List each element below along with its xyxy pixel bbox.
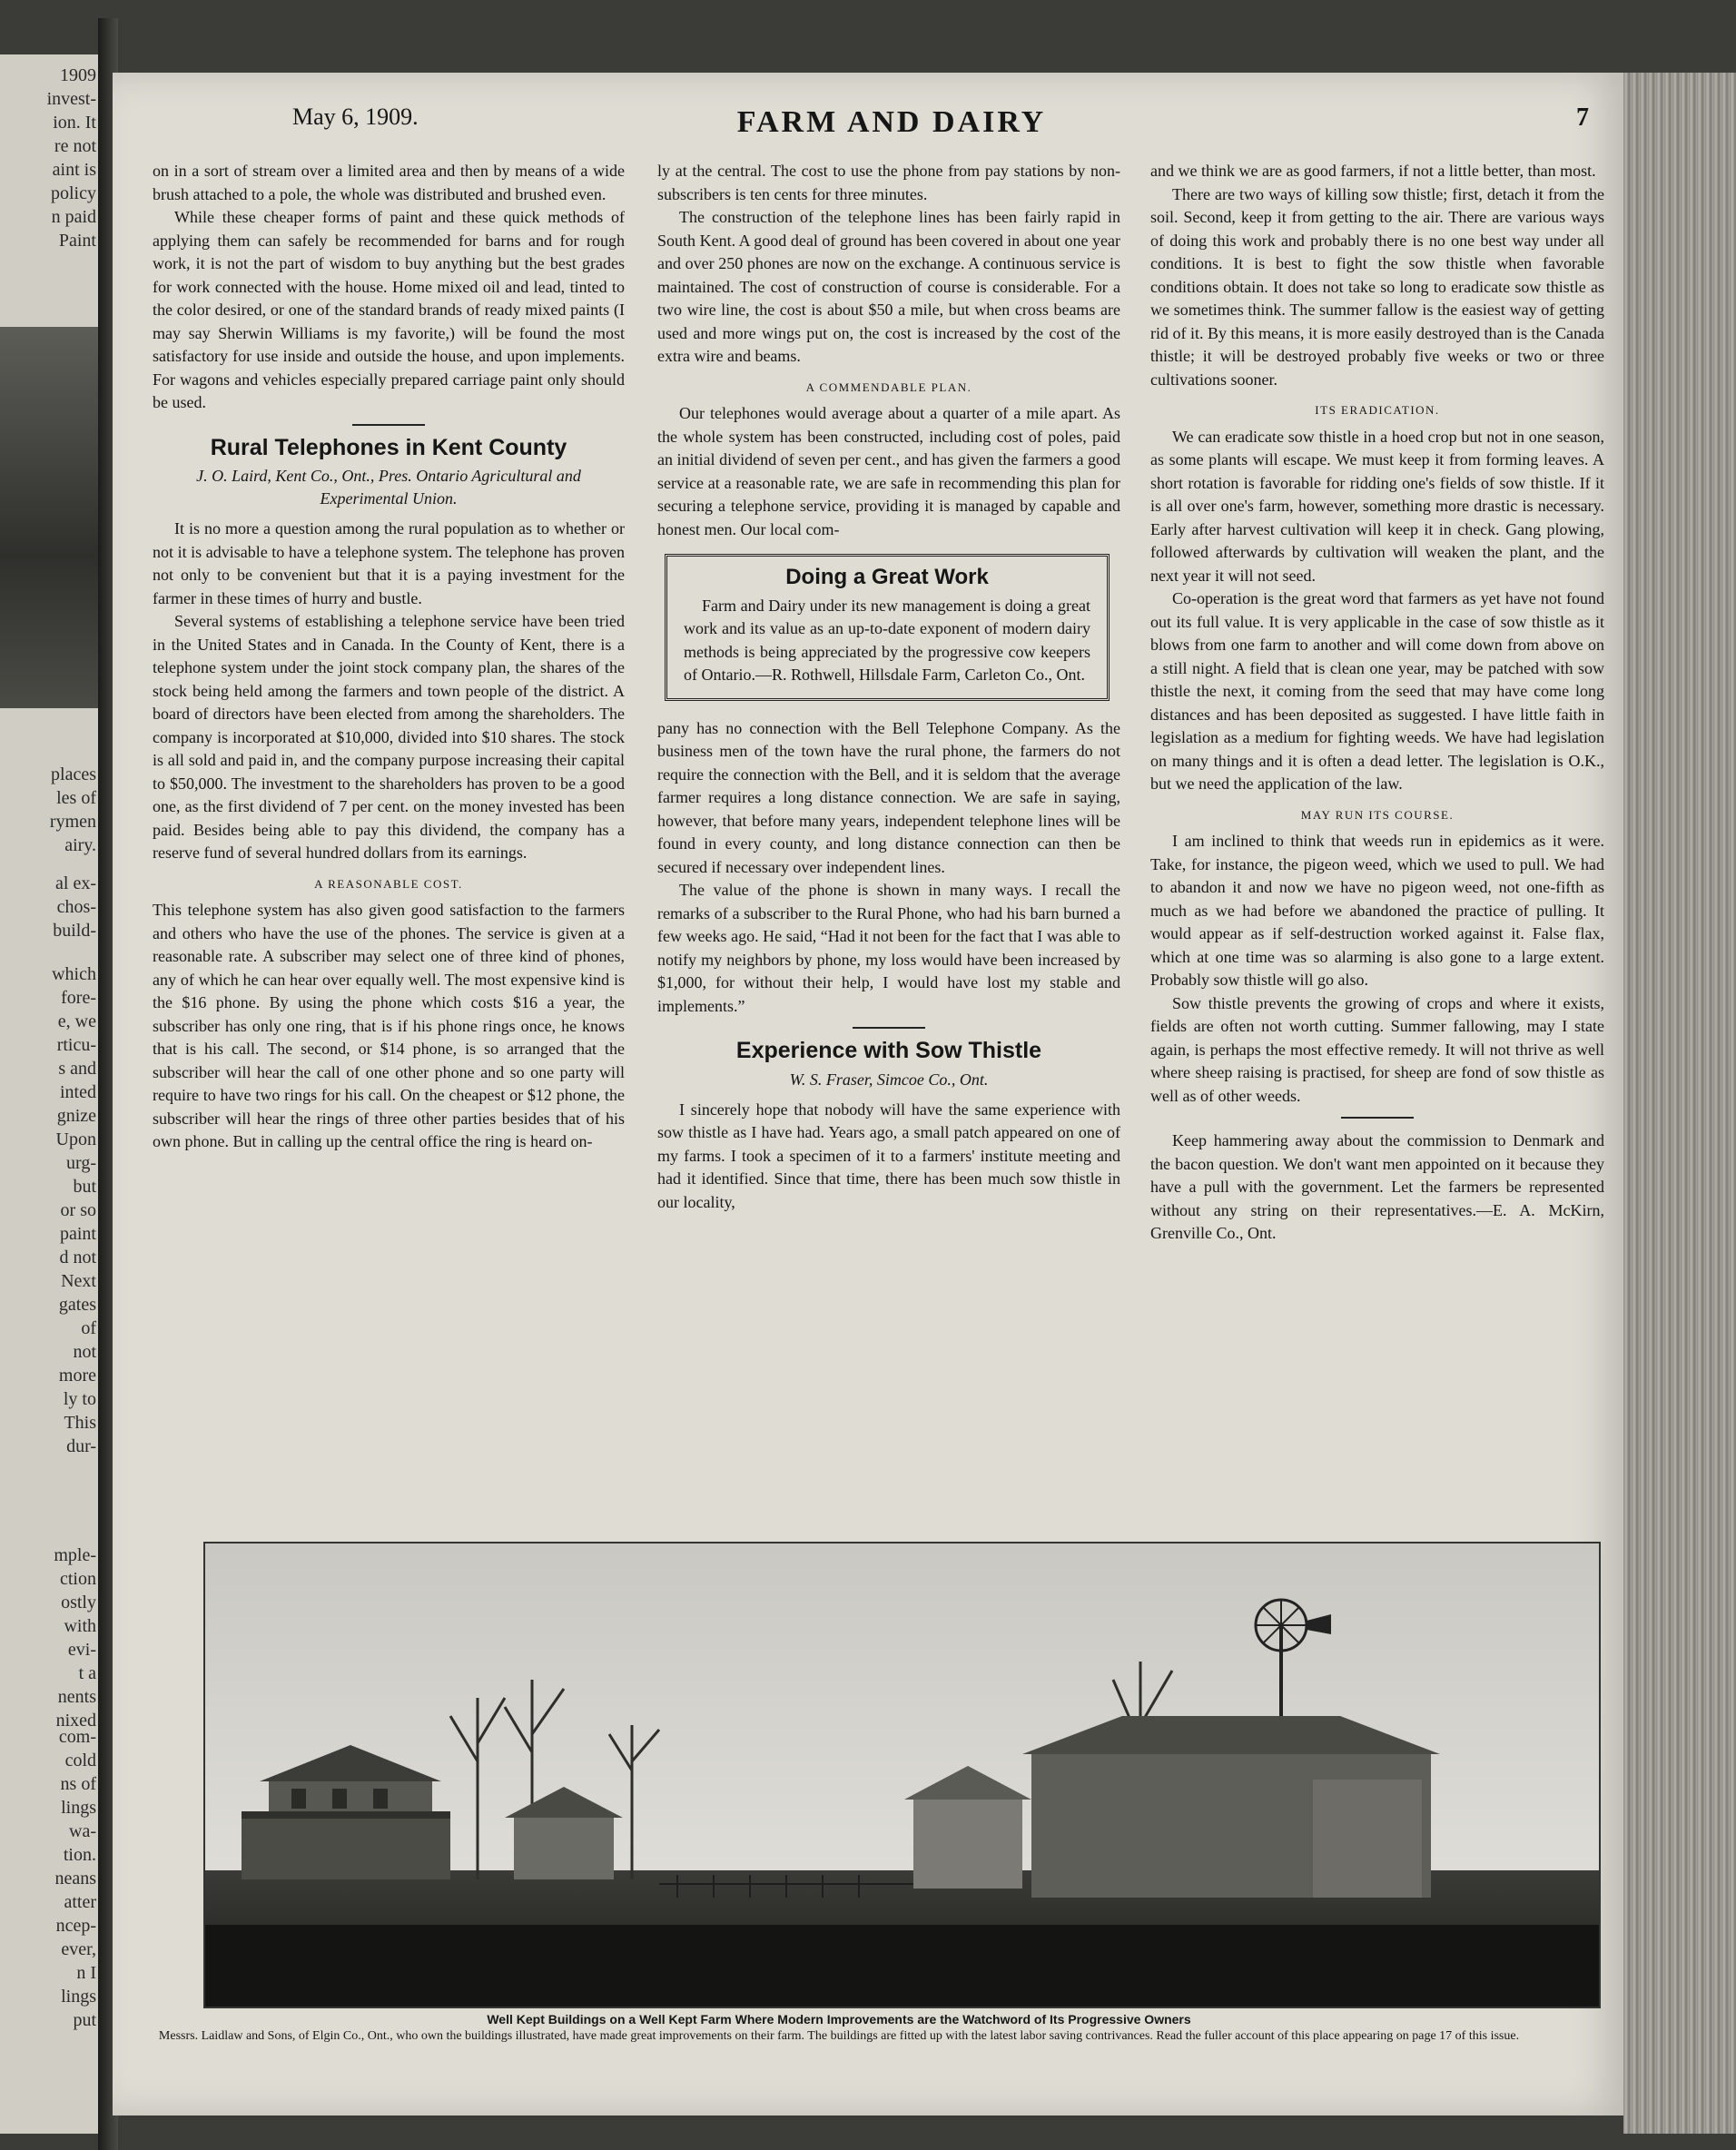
facing-page-text-fragment: Upon bbox=[55, 1129, 96, 1149]
facing-page-text-fragment: mple- bbox=[54, 1545, 96, 1565]
facing-page-text-fragment: invest- bbox=[46, 89, 96, 109]
facing-page-text-fragment: fore- bbox=[61, 988, 96, 1008]
boxed-testimonial bbox=[665, 554, 1110, 701]
facing-page-text-fragment: re not bbox=[54, 136, 96, 156]
facing-page-text-fragment: but bbox=[73, 1177, 96, 1197]
facing-page-text-fragment: more bbox=[58, 1366, 96, 1386]
issue-date: May 6, 1909. bbox=[292, 104, 419, 130]
paragraph: pany has no connection with the Bell Telephone Company. As the business men of the town have the rural phone, the farmers do not require the connection with the Bell, and it is seldom that the average farmer requires a long distance connection. We are safe in saying, however, that before many years, independent telephone lines will be found in every county, and long distance connection can then be secured if necessary over independent lines. bbox=[657, 718, 1120, 876]
divider bbox=[352, 424, 425, 426]
paragraph: There are two ways of killing sow thistle; first, detach it from the soil. Second, keep it from getting to the air. There are various ways of doing this work and probably there is no one best way under all conditions. It is best to fight the sow thistle when favorable conditions obtain. It does not take so long to eradicate sow thistle as we sometimes think. The summer fallow is the easiest way of getting rid of it. By this means, it is more easily destroyed than is the Canada thistle; it will be destroyed probably five weeks or two or three cultivations sooner. bbox=[1150, 184, 1604, 389]
facing-page-text-fragment: ncep- bbox=[55, 1916, 96, 1936]
column-2 bbox=[657, 160, 1120, 1214]
facing-page-text-fragment: gates bbox=[58, 1295, 96, 1315]
facing-page-text-fragment: build- bbox=[53, 921, 96, 941]
stacked-page-edges bbox=[1623, 73, 1736, 2134]
subheading: ITS ERADICATION. bbox=[1315, 403, 1440, 417]
facing-page-text-fragment: s and bbox=[58, 1059, 96, 1079]
farm-buildings-photo bbox=[203, 1542, 1601, 2008]
facing-page-text-fragment: lings bbox=[61, 1987, 96, 2007]
caption-title: Well Kept Buildings on a Well Kept Farm Where Modern Improvements are the Watchword of Its Progressive Owners bbox=[487, 2012, 1191, 2027]
facing-page-text-fragment: lings bbox=[61, 1798, 96, 1818]
facing-page-text-fragment: which bbox=[52, 964, 96, 984]
facing-page-text-fragment: n I bbox=[76, 1963, 96, 1983]
facing-page-text-fragment: n paid bbox=[51, 207, 96, 227]
facing-page-text-fragment: evi- bbox=[67, 1640, 96, 1660]
subheading: A REASONABLE COST. bbox=[314, 876, 463, 891]
facing-page-text-fragment: d not bbox=[59, 1248, 96, 1267]
facing-page-text-fragment: Paint bbox=[58, 231, 96, 251]
facing-page-text-fragment: ever, bbox=[61, 1939, 96, 1959]
facing-page-text-fragment: chos- bbox=[56, 897, 96, 917]
article-title-rural-telephones: Rural Telephones in Kent County bbox=[210, 434, 567, 460]
newspaper-page bbox=[113, 73, 1623, 2115]
page-number: 7 bbox=[1576, 104, 1589, 132]
paragraph: and we think we are as good farmers, if not a little better, than most. bbox=[1150, 162, 1596, 180]
facing-page-text-fragment: airy. bbox=[64, 835, 96, 855]
paragraph: While these cheaper forms of paint and these quick methods of applying them can safely be recommended for barns and for rough work, it is not the part of wisdom to buy anything but the best grades for work connected with the house. Home mixed oil and lead, tinted to the color desired, or one of the standard brands of ready mixed paints (I may say Sherwin Williams is my favorite,) will be found the most satisfactory for use inside and outside the house, and upon implements. For wagons and vehicles especially prepared carriage paint only should be used. bbox=[153, 208, 625, 411]
paragraph: This telephone system has also given good satisfaction to the farmers and others who have the use of the phones. The service is given at a reasonable rate. A subscriber may select one of three kind of phones, any of which he can hear over equally well. The most expensive kind is the $16 phone. By using the phone which costs $16 a year, the subscriber has only one ring, that is if his phone rings once, he knows that is his call. The second, or $14 phone, is so arranged that the subscriber will hear the call of one other phone and so one party will require to have two rings for his call. On the cheapest or $12 phone, the subscriber will hear the rings of three other parties besides that of his own phone. But in calling up the central office the ring is heard on- bbox=[153, 901, 625, 1150]
facing-page-text-fragment: ly to bbox=[63, 1389, 96, 1409]
facing-page-text-fragment: places bbox=[51, 764, 96, 784]
paragraph: on in a sort of stream over a limited area and then by means of a wide brush attached to a pole, the whole was distributed and brushed even. bbox=[153, 162, 625, 203]
page-header bbox=[183, 104, 1600, 149]
caption-text: Messrs. Laidlaw and Sons, of Elgin Co., Ont., who own the buildings illustrated, have made great improvements on their farm. The buildings are fitted up with the latest labor saving contrivances. Read the fuller account of this place appearing on page 17 of this issue. bbox=[158, 2029, 1520, 2043]
paragraph: Keep hammering away about the commission to Denmark and the bacon question. We don't want men appointed on it because they have a pull with the government. Let the farmers be represented without any string on their representatives.—E. A. McKirn, Grenville Co., Ont. bbox=[1150, 1131, 1604, 1242]
divider bbox=[1341, 1117, 1414, 1119]
paragraph: The construction of the telephone lines has been fairly rapid in South Kent. A good deal of ground has been covered in about one year and over 250 phones are now on the exchange. A continuous service is maintained. The cost of construction of course is considerable. For a two wire line, the cost is about $50 a mile, but when cross beams are used and more wings put on, the cost is increased by the cost of the extra wire and beams. bbox=[657, 208, 1120, 365]
facing-page-text-fragment: Next bbox=[61, 1271, 96, 1291]
paragraph: The value of the phone is shown in many ways. I recall the remarks of a subscriber to the Rural Phone, who had his barn burned a few weeks ago. He said, “Had it not been for the fact that I was able to notify my neighbors by phone, my loss would have been increased by $1,000, for without their help, I would have lost my stable and implements.” bbox=[657, 881, 1120, 1015]
facing-page-text-fragment: com- bbox=[58, 1727, 96, 1747]
facing-page-text-fragment: ction bbox=[60, 1569, 96, 1589]
box-text: Farm and Dairy under its new management is doing a great work and its value as an up-to-date exponent of modern dairy methods is being appreciated by the progressive cow keepers of Ontario.—R. Rothwell, Hillsdale Farm, Carleton Co., Ont. bbox=[684, 596, 1090, 684]
facing-page-text-fragment: This bbox=[64, 1413, 96, 1433]
facing-page-text-fragment: t a bbox=[78, 1663, 96, 1683]
facing-page-text-fragment: neans bbox=[54, 1869, 96, 1889]
masthead-title: FARM AND DAIRY bbox=[736, 105, 1047, 139]
facing-page-text-fragment: ns of bbox=[60, 1774, 96, 1794]
facing-page-photo-fragment bbox=[0, 327, 98, 708]
facing-page-text-fragment: or so bbox=[60, 1200, 96, 1220]
facing-page-text-fragment: rymen bbox=[49, 812, 96, 832]
facing-page-text-fragment: rticu- bbox=[56, 1035, 96, 1055]
facing-page-text-fragment: urg- bbox=[66, 1153, 96, 1173]
column-1 bbox=[153, 160, 625, 1154]
facing-page-text-fragment: tion. bbox=[63, 1845, 96, 1865]
paragraph: It is no more a question among the rural population as to whether or not it is advisable to have a telephone system. The telephone has proven not only to be convenient but that it is a paying investment for the farmer in these times of hurry and bustle. bbox=[153, 519, 625, 607]
paragraph: ly at the central. The cost to use the phone from pay stations by non-subscribers is ten cents for three minutes. bbox=[657, 162, 1120, 203]
facing-page-text-fragment: aint is bbox=[52, 160, 96, 180]
box-title: Doing a Great Work bbox=[785, 565, 989, 589]
paragraph: I sincerely hope that nobody will have the same experience with sow thistle as I have had. Years ago, a small patch appeared on one of my farms. I took a specimen of it to a farmers' institute meeting and had it identified. Since that time, there has been much sow thistle in our locality, bbox=[657, 1100, 1120, 1211]
paragraph: Sow thistle prevents the growing of crops and where it exists, fields are often not worth cutting. Summer fallowing, may I state again, is perhaps the most effective remedy. It will not thrive as well where sheep raising is practised, for sheep are fond of sow thistle as well as of other weeds. bbox=[1150, 993, 1604, 1105]
subheading: A COMMENDABLE PLAN. bbox=[805, 380, 972, 394]
facing-page-text-fragment: wa- bbox=[69, 1821, 96, 1841]
facing-page-text-fragment: atter bbox=[64, 1892, 96, 1912]
facing-page-text-fragment: not bbox=[73, 1342, 96, 1362]
column-3 bbox=[1150, 160, 1604, 1246]
facing-page-text-fragment: put bbox=[73, 2010, 96, 2030]
facing-page-text-fragment: nents bbox=[57, 1687, 96, 1707]
facing-page-fragment bbox=[0, 54, 102, 2134]
article-byline: J. O. Laird, Kent Co., Ont., Pres. Ontario Agricultural and Experimental Union. bbox=[196, 467, 581, 508]
facing-page-text-fragment: les of bbox=[56, 788, 96, 808]
article-byline: W. S. Fraser, Simcoe Co., Ont. bbox=[789, 1070, 989, 1089]
facing-page-text-fragment: policy bbox=[51, 183, 96, 203]
paragraph: I am inclined to think that weeds run in epidemics as it were. Take, for instance, the pigeon weed, which we used to pull. We had to abandon it and now we have no pigeon weed, not one-fifth as much as we had before we abandoned the practice of pulling. It would appear as if self-destruction worked against it. False flax, which at one time was so alarming is also gone to a large extent. Probably sow thistle will go also. bbox=[1150, 832, 1604, 989]
facing-page-text-fragment: of bbox=[81, 1318, 96, 1338]
paragraph: Several systems of establishing a telephone service have been tried in the United States and in Canada. In the County of Kent, there is a telephone system under the joint stock company plan, the shares of the stock being held among the farmers and town people of the district. A board of directors have been elected from among the shareholders. The company is incorporated at $10,000, divided into $10 shares. The stock is all sold and paid in, and the company purpose increasing their capital to $50,000. The investment to the shareholders has proven to be a good one, as the first dividend of 7 per cent. on the money invested has been paid. Besides being able to pay this dividend, the company has a reserve fund of several hundred dollars from its earnings. bbox=[153, 612, 625, 862]
photo-caption bbox=[113, 2005, 1565, 2045]
facing-page-text-fragment: e, we bbox=[57, 1011, 96, 1031]
facing-page-text-fragment: al ex- bbox=[55, 873, 96, 893]
facing-page-text-fragment: cold bbox=[64, 1751, 96, 1770]
paragraph: Co-operation is the great word that farmers as yet have not found out its full value. It is very applicable in the case of sow thistle as it blows from one farm to another and will come down from above on a still night. A field that is clean one year, may be patched with sow thistle the next, it coming from the seed that may have come long distances and has been deposited as suggested. I have little faith in legislation as a medium for fighting weeds. We have had legislation on many things and it is often a dead letter. The legislation is O.K., but we need the application of the law. bbox=[1150, 589, 1604, 793]
divider bbox=[853, 1027, 925, 1029]
facing-page-text-fragment: ion. It bbox=[53, 113, 96, 133]
paragraph: Our telephones would average about a quarter of a mile apart. As the whole system has been constructed, including cost of poles, paid an initial dividend of seven per cent., and has given the farmers a good service at a reasonable rate, we are safe in recommending this plan for securing a telephone service, providing it is managed by capable and honest men. Our local com- bbox=[657, 404, 1120, 538]
facing-page-text-fragment: ostly bbox=[61, 1593, 96, 1612]
facing-page-text-fragment: nixed bbox=[55, 1711, 96, 1731]
facing-page-text-fragment: inted bbox=[60, 1082, 96, 1102]
facing-page-text-fragment: paint bbox=[60, 1224, 96, 1244]
facing-page-text-fragment: gnize bbox=[56, 1106, 96, 1126]
facing-page-text-fragment: with bbox=[64, 1616, 96, 1636]
article-title-sow-thistle: Experience with Sow Thistle bbox=[735, 1038, 1042, 1063]
paragraph: We can eradicate sow thistle in a hoed crop but not in one season, as some plants will escape. We must keep it from forming leaves. A short rotation is favorable for ridding one's fields of sow thistle. If it is all over one's farm, however, something more drastic is necessary. Early after harvest cultivation will keep it in check. Gang plowing, followed afterwards by cultivation will weaken the plant, and the next year it will not seed. bbox=[1150, 427, 1604, 585]
subheading: MAY RUN ITS COURSE. bbox=[1300, 807, 1455, 822]
facing-page-text-fragment: dur- bbox=[66, 1436, 96, 1456]
facing-page-text-fragment: 1909 bbox=[60, 65, 96, 85]
